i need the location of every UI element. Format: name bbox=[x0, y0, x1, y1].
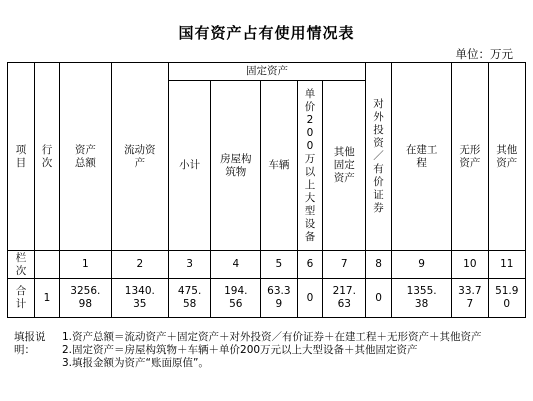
column-index-cell: 3 bbox=[168, 251, 211, 279]
header-item: 项目 bbox=[8, 63, 35, 251]
column-index-blank bbox=[34, 251, 59, 279]
column-index-cell: 5 bbox=[261, 251, 297, 279]
column-index-row bbox=[8, 251, 526, 279]
total-cell: 51.90 bbox=[488, 279, 525, 318]
notes-label: 填报说明： bbox=[14, 331, 46, 356]
total-cell: 475.58 bbox=[168, 279, 211, 318]
header-external-investment: 对外投资／有价证券 bbox=[366, 63, 392, 251]
total-label: 合计 bbox=[8, 279, 35, 318]
total-cell: 1355.38 bbox=[392, 279, 452, 318]
header-fixed-assets: 固定资产 bbox=[168, 63, 365, 81]
total-cell: 0 bbox=[366, 279, 392, 318]
header-subtotal: 小计 bbox=[168, 81, 211, 251]
header-row-no: 行次 bbox=[34, 63, 59, 251]
total-cell: 0 bbox=[297, 279, 323, 318]
total-cell: 33.77 bbox=[452, 279, 488, 318]
column-index-cell: 1 bbox=[59, 251, 111, 279]
notes-body bbox=[62, 331, 518, 370]
column-index-cell: 10 bbox=[452, 251, 488, 279]
column-index-cell: 6 bbox=[297, 251, 323, 279]
page-title: 国有资产占有使用情况表 bbox=[178, 24, 355, 42]
header-construction: 在建工程 bbox=[392, 63, 452, 251]
total-cell: 3256.98 bbox=[59, 279, 111, 318]
total-cell: 63.39 bbox=[261, 279, 297, 318]
header-intangible: 无形资产 bbox=[452, 63, 488, 251]
column-index-label: 栏次 bbox=[8, 251, 35, 279]
total-row-no: 1 bbox=[34, 279, 59, 318]
header-vehicles: 车辆 bbox=[261, 81, 297, 251]
header-total-assets: 资产总额 bbox=[59, 63, 111, 251]
column-index-cell: 8 bbox=[366, 251, 392, 279]
header-other-fixed: 其他固定资产 bbox=[323, 81, 366, 251]
header-large-equipment: 单价200万以上大型设备 bbox=[297, 81, 323, 251]
note-line: 1.资产总额＝流动资产＋固定资产＋对外投资／有价证券＋在建工程＋无形资产＋其他资产 bbox=[62, 331, 482, 343]
total-cell: 194.56 bbox=[211, 279, 261, 318]
total-row bbox=[8, 279, 526, 318]
header-other-assets: 其他资产 bbox=[488, 63, 525, 251]
column-index-cell: 2 bbox=[111, 251, 168, 279]
note-line: 2.固定资产＝房屋构筑物＋车辆＋单价200万元以上大型设备＋其他固定资产 bbox=[62, 344, 418, 356]
total-cell: 217.63 bbox=[323, 279, 366, 318]
asset-table bbox=[7, 62, 526, 318]
header-buildings: 房屋构筑物 bbox=[211, 81, 261, 251]
column-index-cell: 9 bbox=[392, 251, 452, 279]
column-index-cell: 4 bbox=[211, 251, 261, 279]
column-index-cell: 7 bbox=[323, 251, 366, 279]
header-current-assets: 流动资产 bbox=[111, 63, 168, 251]
note-line: 3.填报金额为资产“账面原值”。 bbox=[62, 357, 209, 369]
total-cell: 1340.35 bbox=[111, 279, 168, 318]
column-index-cell: 11 bbox=[488, 251, 525, 279]
unit-label: 单位：万元 bbox=[455, 47, 513, 61]
